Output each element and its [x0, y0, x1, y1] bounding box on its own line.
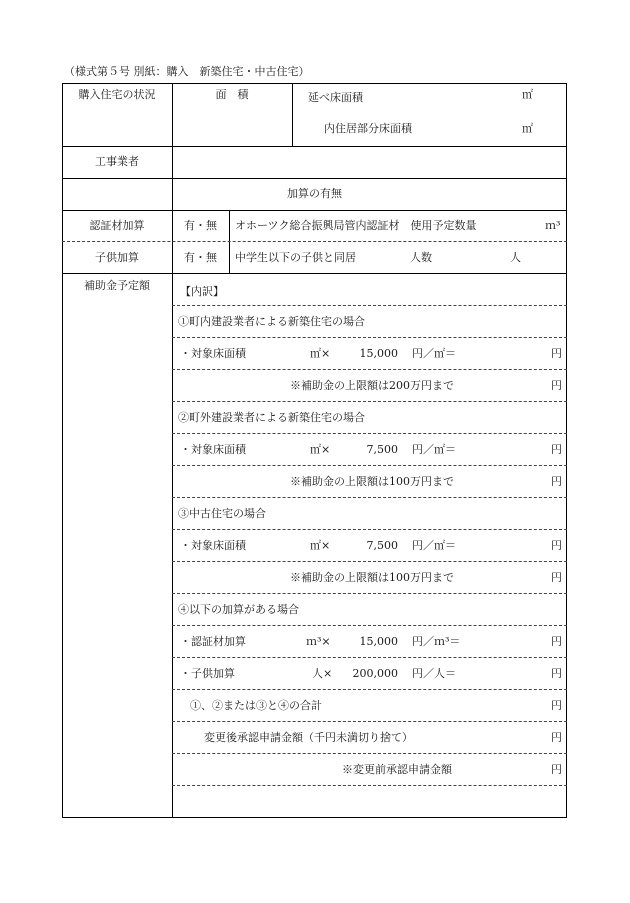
case2-rate: 7,500	[366, 443, 398, 456]
case4-cert-mult: ｍ³×	[306, 635, 331, 648]
breakdown-label: 【内訳】	[180, 285, 224, 298]
row-divider	[172, 721, 567, 722]
row-divider	[172, 625, 567, 626]
subsidy-label: 補助金予定額	[84, 279, 150, 292]
area-label: 面 積	[215, 88, 249, 101]
certified-desc: オホーツク総合振興局管内認証材 使用予定数量	[235, 219, 477, 232]
children-choice[interactable]: 有・無	[184, 251, 217, 264]
certified-quantity-input[interactable]: ｍ³	[545, 219, 561, 232]
row-divider	[172, 689, 567, 690]
housing-label: 購入住宅の状況	[78, 88, 156, 101]
contractor-input[interactable]	[173, 147, 566, 177]
row-divider	[62, 241, 567, 242]
row-divider	[172, 593, 567, 594]
row-divider	[172, 433, 567, 434]
case3-title: ③中古住宅の場合	[178, 507, 266, 520]
total-floor-input[interactable]: ㎡	[522, 88, 533, 101]
case2-note: ※補助金の上限額は100万円まで	[290, 475, 454, 488]
row-divider	[172, 785, 567, 786]
area-column-divider	[292, 83, 293, 147]
contractor-label: 工事業者	[95, 155, 139, 168]
case4-cert-per: 円／ｍ³＝	[412, 635, 461, 648]
case1-note: ※補助金の上限額は200万円まで	[290, 379, 454, 392]
case1-amount-input[interactable]: 円	[551, 347, 562, 360]
row-divider	[172, 369, 567, 370]
children-label: 子供加算	[95, 251, 139, 264]
case1-note-amount[interactable]: 円	[551, 379, 562, 392]
total-label: ①、②または③と④の合計	[190, 699, 322, 712]
case3-per: 円／㎡＝	[412, 539, 456, 552]
case2-title: ②町外建設業者による新築住宅の場合	[178, 411, 365, 424]
certified-choice[interactable]: 有・無	[184, 219, 217, 232]
case3-rate: 7,500	[366, 539, 398, 552]
case3-amount-input[interactable]: 円	[551, 539, 562, 552]
case4-cert-rate: 15,000	[359, 635, 398, 648]
case2-note-amount[interactable]: 円	[551, 475, 562, 488]
additions-header: 加算の有無	[287, 187, 342, 200]
case1-title: ①町内建設業者による新築住宅の場合	[178, 315, 365, 328]
before-change-amount-input[interactable]: 円	[551, 763, 562, 776]
children-count-input[interactable]: 人	[510, 251, 521, 264]
case2-per: 円／㎡＝	[412, 443, 456, 456]
row-divider	[172, 337, 567, 338]
case2-mult: ㎡×	[310, 443, 331, 456]
residential-floor-input[interactable]: ㎡	[522, 122, 533, 135]
children-desc: 中学生以下の子供と同居	[235, 251, 356, 264]
row-divider	[172, 465, 567, 466]
case4-child-amount-input[interactable]: 円	[551, 667, 562, 680]
case4-child-rate: 200,000	[352, 667, 398, 680]
after-change-amount-input[interactable]: 円	[551, 731, 562, 744]
row-divider	[172, 753, 567, 754]
certified-label: 認証材加算	[89, 219, 145, 232]
case3-note: ※補助金の上限額は100万円まで	[290, 571, 454, 584]
before-change-label: ※変更前承認申請金額	[342, 763, 452, 776]
row-divider	[172, 401, 567, 402]
case3-note-amount[interactable]: 円	[551, 571, 562, 584]
row-divider	[172, 529, 567, 530]
total-amount-input[interactable]: 円	[551, 699, 562, 712]
case3-area-label: ・対象床面積	[180, 539, 246, 552]
row-divider	[62, 210, 567, 211]
case4-cert-amount-input[interactable]: 円	[551, 635, 562, 648]
row-divider	[62, 273, 567, 274]
children-count-label: 人数	[410, 251, 432, 264]
residential-floor-label: 内住居部分床面積	[324, 122, 412, 135]
case1-area-label: ・対象床面積	[180, 347, 246, 360]
case1-mult: ㎡×	[310, 347, 331, 360]
case3-mult: ㎡×	[310, 539, 331, 552]
row-divider	[172, 561, 567, 562]
case4-cert-label: ・認証材加算	[180, 635, 246, 648]
case4-child-label: ・子供加算	[180, 667, 235, 680]
case4-child-mult: 人×	[312, 667, 333, 680]
case4-title: ④以下の加算がある場合	[178, 603, 299, 616]
form-title: （様式第５号 別紙：購入 新築住宅・中古住宅）	[64, 65, 310, 78]
row-divider	[172, 497, 567, 498]
row-divider	[172, 305, 567, 306]
case2-amount-input[interactable]: 円	[551, 443, 562, 456]
total-floor-label: 延べ床面積	[308, 91, 363, 104]
row-divider	[62, 178, 567, 179]
after-change-label: 変更後承認申請金額（千円未満切り捨て）	[204, 731, 413, 744]
case1-rate: 15,000	[359, 347, 398, 360]
case1-per: 円／㎡＝	[412, 347, 456, 360]
case4-child-per: 円／人＝	[412, 667, 456, 680]
case2-area-label: ・対象床面積	[180, 443, 246, 456]
row-divider	[172, 657, 567, 658]
